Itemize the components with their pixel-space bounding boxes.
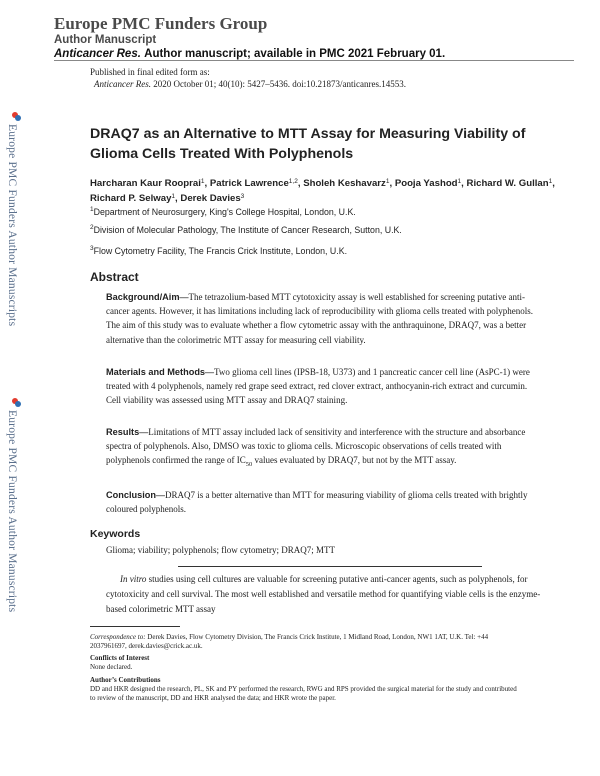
intro-paragraph [106,572,556,617]
availability-text: Author manuscript; available in PMC 2021 February 01. [144,48,446,60]
author-list [90,176,555,206]
sidebar-text-bottom: Europe PMC Funders Author Manuscripts [6,410,18,613]
intro-divider [178,566,482,567]
sidebar-label-bottom [6,398,28,612]
europe-pmc-logo-icon [12,398,21,407]
background-label: Background/Aim [106,292,180,302]
contributions-heading: Author’s Contributions [90,676,161,684]
journal-line [54,47,574,61]
ic50-subscript: 50 [245,461,253,469]
article-title: DRAQ7 as an Alternative to MTT Assay for Measuring Viability of Glioma Cells Treated With Polyphenols [90,126,526,162]
correspondence-label: Correspondence to: [90,633,146,641]
citation-journal: Anticancer Res. [94,79,151,89]
sidebar-label-top [6,112,28,326]
published-label: Published in final edited form as: [90,67,210,77]
funders-group-title: Europe PMC Funders Group [54,14,268,33]
results-text-cont: values evaluated by DRAQ7, but not by the MTT assay. [252,455,457,466]
author: Richard P. Selway$^1$, [90,193,181,204]
contributions-text: DD and HKR designed the research, PL, SK and PY performed the research, RWG and RPS provided the surgical material for the study and contributed to review of the manuscript, DD and HKR analysed the data; and HKR wrote the paper. [90,685,517,703]
journal-header [54,14,574,61]
author: Pooja Yashod$^1$, [394,178,467,189]
results-label: Results [106,427,140,437]
abstract-methods: Materials and Methods—Two glioma cell lines (IPSB-18, U373) and 1 pancreatic cancer cell line (AsPC-1) were treated with 4 polyphenols, namely red grape seed extract, red clover extract, anthocyanin-rich extract and curcumin. Cell viability was assessed using MTT assay and DRAQ7 staining. [106,367,530,406]
correspondence-note [90,633,520,652]
citation-line [90,78,406,90]
journal-name: Anticancer Res. [54,48,141,60]
intro-lead: In vitro [120,574,147,584]
author: Richard W. Gullan$^1$, [466,178,555,189]
europe-pmc-logo-icon [12,112,21,121]
conclusion-text: DRAQ7 is a better alternative than MTT for measuring viability of glioma cells treated with brightly coloured polyphenols. [106,490,528,515]
author: Patrick Lawrence$^{1,2}$, [209,178,304,189]
header-divider [54,60,574,61]
author: Sholeh Keshavarz$^1$, [303,178,395,189]
methods-label: Materials and Methods [106,367,206,377]
conflicts-heading: Conflicts of Interest [90,654,150,662]
abstract-heading: Abstract [90,270,139,284]
abstract-conclusion: Conclusion—DRAQ7 is a better alternative than MTT for measuring viability of glioma cells treated with brightly coloured polyphenols. [106,490,528,515]
conclusion-label: Conclusion [106,490,157,500]
abstract-background: Background/Aim—The tetrazolium-based MTT cytotoxicity assay is well established for screening putative anti-cancer agents. However, it has limitations including lack of reproducibility with glioma cells treated with polyphenols. The aim of this study was to evaluate whether a flow cytometric assay with the anthraquinone, DRAQ7, was a better alternative than the colorimetric MTT assay for measuring cell viability. [106,292,534,345]
background-text: The tetrazolium-based MTT cytotoxicity assay is well established for screening putative anti-cancer agents. However, it has limitations including lack of reproducibility with glioma cells treated with polyphenols. The aim of this study was to evaluate whether a flow cytometric assay with the anthraquinone, DRAQ7, was a better alternative than the colorimetric MTT assay for measuring cell viability. [106,292,534,345]
affiliation: $^3$Flow Cytometry Facility, The Francis Crick Institute, London, U.K. [90,245,348,256]
keywords-heading: Keywords [90,528,141,540]
results-text: Limitations of MTT assay included lack of sensitivity and interference with the structure and absorbance spectra of polyphenols. Also, DMSO was toxic to glioma cells. Microscopic observations of cells treated with polyphenols confirmed the range of IC [106,427,526,466]
citation-details: 2020 October 01; 40(10): 5427–5436. doi:10.21873/anticanres.14553. [153,79,406,89]
conflicts-text: None declared. [90,663,133,671]
methods-text: Two glioma cell lines (IPSB-18, U373) and 1 pancreatic cancer cell line (AsPC-1) were treated with 4 polyphenols, namely red grape seed extract, red clover extract, anthocyanin-rich extract and curcumin. Cell viability was assessed using MTT assay and DRAQ7 staining. [106,367,530,406]
keywords-list: Glioma; viability; polyphenols; flow cytometry; DRAQ7; MTT [106,545,335,555]
author: Derek Davies$^3$ [180,193,245,204]
author-manuscript-label: Author Manuscript [54,34,157,46]
footnote-divider [90,626,180,627]
correspondence-text: Derek Davies, Flow Cytometry Division, The Francis Crick Institute, 1 Midland Road, London, NW1 1AT, U.K. Tel: +44 2037961697, derek.davies@crick.ac.uk. [90,633,489,651]
abstract-results: Results—Limitations of MTT assay included lack of sensitivity and interference with the structure and absorbance spectra of polyphenols. Also, DMSO was toxic to glioma cells. Microscopic observations of cells treated with polyphenols confirmed the range of $IC_{50}$ values evaluated by DRAQ7, but not by the MTT assay. [106,427,526,469]
intro-text: studies using cell cultures are valuable for screening putative anti-cancer agents, such as polyphenols, for cytotoxicity and cell survival. The most well established and versatile method for quantifying viable cells is the enzyme-based colorimetric MTT assay [106,574,541,614]
published-info [90,66,406,90]
author: Harcharan Kaur Rooprai$^1$, [90,178,210,189]
sidebar-text-top: Europe PMC Funders Author Manuscripts [6,124,18,327]
affiliation: $^2$Division of Molecular Pathology, The Institute of Cancer Research, Sutton, U.K. [90,224,402,235]
affiliation: $^1$Department of Neurosurgery, King's College Hospital, London, U.K. [90,206,356,217]
